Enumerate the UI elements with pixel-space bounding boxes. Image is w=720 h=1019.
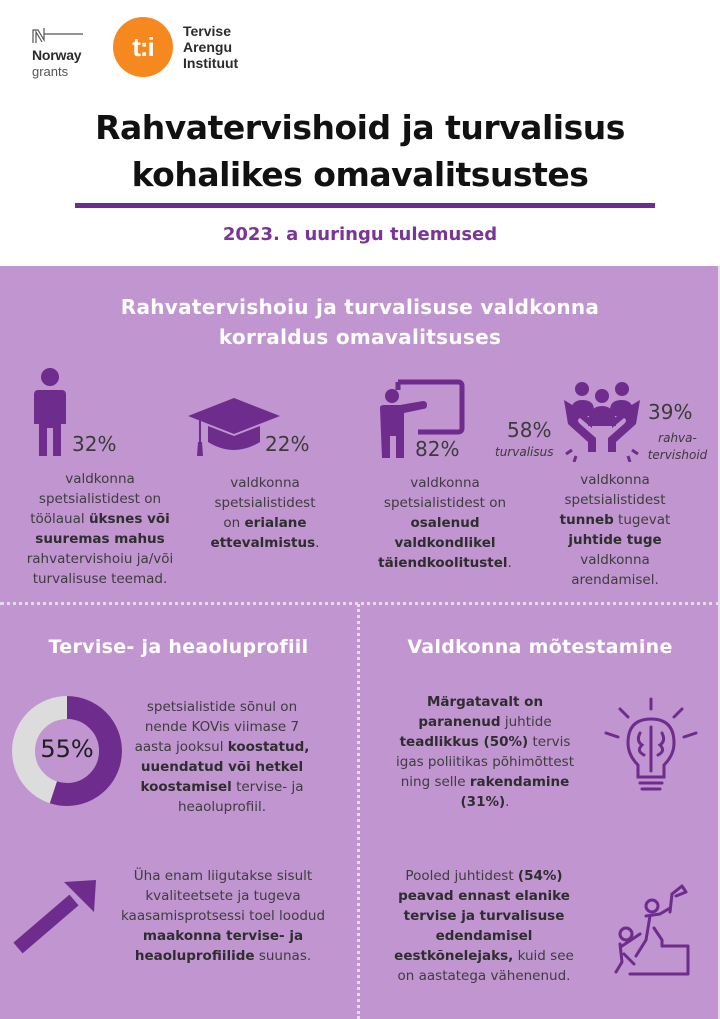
stat4-line: spetsialistidest bbox=[564, 492, 666, 508]
stat-text-3 bbox=[370, 473, 520, 573]
teadlikkus-text-span: . bbox=[505, 794, 510, 810]
stat2-bold: erialane bbox=[244, 515, 307, 531]
stat1-line: spetsialistidest on bbox=[38, 491, 162, 507]
teadlikkus-bold: teadlikkus (50%) bbox=[399, 734, 529, 750]
stat3-bold: valdkondlikel bbox=[394, 535, 496, 551]
eestkoneleja-line: on aastatega vähenenud. bbox=[397, 968, 571, 984]
teadlikkus-line bbox=[380, 792, 590, 812]
stat3-line: spetsialistidest on bbox=[383, 495, 507, 511]
teadlikkus-line bbox=[380, 712, 590, 732]
maakond-line bbox=[103, 926, 343, 946]
stat-value-22: 22% bbox=[265, 432, 310, 456]
stat1-line: valdkonna bbox=[65, 471, 135, 487]
page-subtitle: 2023. a uuringu tulemused bbox=[222, 224, 498, 245]
tai-line-2: Arengu bbox=[183, 39, 232, 55]
climbing-people-icon bbox=[614, 884, 692, 976]
stat1-text: töölaual bbox=[30, 511, 89, 527]
stat4-line: valdkonna bbox=[580, 472, 650, 488]
stat2-line bbox=[200, 513, 330, 533]
stat2-bold: ettevalmistus bbox=[210, 535, 316, 551]
maakond-text bbox=[103, 866, 343, 966]
teadlikkus-line: igas poliitikas põhimõttest bbox=[396, 754, 574, 770]
norway-logo-name: Norway bbox=[32, 47, 82, 63]
lightbulb-brain-icon bbox=[604, 697, 698, 799]
header bbox=[0, 0, 720, 266]
stat2-line: spetsialistidest bbox=[214, 495, 316, 511]
tai-logo-name bbox=[183, 23, 238, 71]
section-title-korraldus bbox=[0, 292, 720, 352]
teadlikkus-bold: paranenud bbox=[418, 714, 501, 730]
donut-center-label: 55% bbox=[40, 735, 94, 763]
teadlikkus-line bbox=[380, 772, 590, 792]
norway-logo-sub: grants bbox=[32, 64, 69, 79]
section-title-heaoluprofiil: Tervise- ja heaoluprofiil bbox=[48, 636, 309, 658]
label-line: rahva- bbox=[658, 431, 697, 445]
teadlikkus-bold: Märgatavalt on bbox=[426, 694, 544, 710]
stat-text-2 bbox=[200, 473, 330, 553]
stat3-line: valdkonna bbox=[410, 475, 480, 491]
title-line-1: Rahvatervishoid ja turvalisus bbox=[95, 108, 625, 147]
maakond-bold: maakonna tervise- ja bbox=[142, 928, 304, 944]
title-underline bbox=[75, 203, 655, 208]
teadlikkus-text-span: ning selle bbox=[400, 774, 470, 790]
stat-value-82: 82% bbox=[415, 437, 460, 461]
stat3-line bbox=[370, 553, 520, 573]
maakond-text-span: suunas. bbox=[254, 948, 312, 964]
stat-value-58: 58% bbox=[507, 418, 552, 442]
profiil-line bbox=[122, 777, 322, 797]
norway-flag-mark-icon bbox=[32, 26, 84, 44]
profiil-line bbox=[122, 737, 322, 757]
teadlikkus-text-span: juhtide bbox=[500, 714, 552, 730]
stat3-text: . bbox=[507, 555, 512, 571]
stat3-bold: osalenud bbox=[410, 515, 480, 531]
teadlikkus-bold: rakendamine bbox=[469, 774, 570, 790]
stat4-line bbox=[540, 530, 690, 550]
stat-label-turvalisus: turvalisus bbox=[495, 445, 554, 459]
profiil-bold: uuendatud või hetkel bbox=[140, 759, 304, 775]
stat3-bold: täiendkoolitustel bbox=[378, 555, 508, 571]
eestkoneleja-line bbox=[378, 886, 590, 906]
profiil-bold: koostamisel bbox=[140, 779, 232, 795]
maakond-line bbox=[103, 946, 343, 966]
profiil-line: spetsialistide sõnul on bbox=[146, 699, 298, 715]
person-icon bbox=[30, 368, 70, 458]
page-title bbox=[0, 104, 720, 198]
eestkoneleja-bold: eestkõnelejaks, bbox=[394, 948, 514, 964]
stat4-line bbox=[540, 510, 690, 530]
stat1-line bbox=[10, 529, 190, 549]
profiil-text bbox=[122, 697, 322, 817]
stat2-line bbox=[200, 533, 330, 553]
section-title-motestamine: Valdkonna mõtestamine bbox=[407, 636, 673, 658]
arrow-up-right-icon bbox=[12, 878, 98, 954]
maakond-line: kaasamisprotsessi toel loodud bbox=[120, 908, 326, 924]
stat-text-1 bbox=[10, 469, 190, 589]
stat4-bold: tunneb bbox=[559, 512, 614, 528]
eestkoneleja-line bbox=[378, 906, 590, 926]
stat4-line: valdkonna bbox=[580, 552, 650, 568]
profiil-text-span: aasta jooksul bbox=[134, 739, 228, 755]
teadlikkus-line bbox=[380, 732, 590, 752]
eestkoneleja-line bbox=[378, 946, 590, 966]
title-line-2: kohalikes omavalitsustes bbox=[131, 155, 589, 194]
stat1-line: turvalisuse teemad. bbox=[32, 571, 168, 587]
maakond-line: kvaliteetsete ja tugeva bbox=[145, 888, 301, 904]
teadlikkus-text bbox=[380, 692, 590, 812]
tai-line-1: Tervise bbox=[183, 23, 231, 39]
eestkoneleja-bold: peavad ennast elanike bbox=[398, 888, 570, 904]
stat4-bold: juhtide tuge bbox=[568, 532, 662, 548]
section1-title-line-1: Rahvatervishoiu ja turvalisuse valdkonna bbox=[120, 295, 600, 319]
maakond-bold: heaoluprofiilide bbox=[134, 948, 255, 964]
profiil-line: nende KOVis viimase 7 bbox=[144, 719, 300, 735]
eestkoneleja-line bbox=[378, 866, 590, 886]
vertical-dotted-divider bbox=[357, 604, 360, 1019]
stat-value-32: 32% bbox=[72, 432, 117, 456]
label-line: tervishoid bbox=[647, 448, 708, 462]
stat2-text: on bbox=[223, 515, 245, 531]
eestkoneleja-bold: tervise ja turvalisuse bbox=[403, 908, 565, 924]
eestkoneleja-bold: edendamisel bbox=[435, 928, 533, 944]
stat2-text: . bbox=[315, 535, 320, 551]
teadlikkus-text-span: tervis bbox=[528, 734, 571, 750]
stat1-bold: suuremas mahus bbox=[35, 531, 165, 547]
teadlikkus-line bbox=[380, 692, 590, 712]
profiil-line: heaoluprofiil. bbox=[177, 799, 267, 815]
profiil-line bbox=[122, 757, 322, 777]
eestkoneleja-text-span: Pooled juhtidest bbox=[405, 868, 518, 884]
teadlikkus-bold: (31%) bbox=[460, 794, 506, 810]
stat2-line: valdkonna bbox=[230, 475, 300, 491]
profiil-text-span: tervise- ja bbox=[231, 779, 304, 795]
stat4-text: tugevat bbox=[613, 512, 671, 528]
eestkoneleja-text bbox=[378, 866, 590, 986]
section1-title-line-2: korraldus omavalitsuses bbox=[218, 325, 502, 349]
tai-line-3: Instituut bbox=[183, 55, 239, 71]
stat1-line bbox=[10, 509, 190, 529]
stat1-line: rahvatervishoiu ja/või bbox=[26, 551, 174, 567]
stat3-line bbox=[370, 533, 520, 553]
stat-value-39: 39% bbox=[648, 400, 693, 424]
eestkoneleja-bold: (54%) bbox=[517, 868, 563, 884]
maakond-line: Üha enam liigutakse sisult bbox=[133, 868, 313, 884]
profiil-bold: koostatud, bbox=[227, 739, 310, 755]
tai-logo-mark: t:i bbox=[113, 17, 173, 77]
eestkoneleja-text-span: kuid see bbox=[513, 948, 574, 964]
stat-text-4 bbox=[540, 470, 690, 590]
horizontal-dotted-divider bbox=[0, 602, 720, 605]
stat1-bold: üksnes või bbox=[88, 511, 170, 527]
stat3-line bbox=[370, 513, 520, 533]
stat-label-rahvatervishoid bbox=[640, 430, 715, 464]
people-in-hands-icon bbox=[562, 380, 642, 462]
eestkoneleja-line bbox=[378, 926, 590, 946]
stat4-line: arendamisel. bbox=[571, 572, 659, 588]
